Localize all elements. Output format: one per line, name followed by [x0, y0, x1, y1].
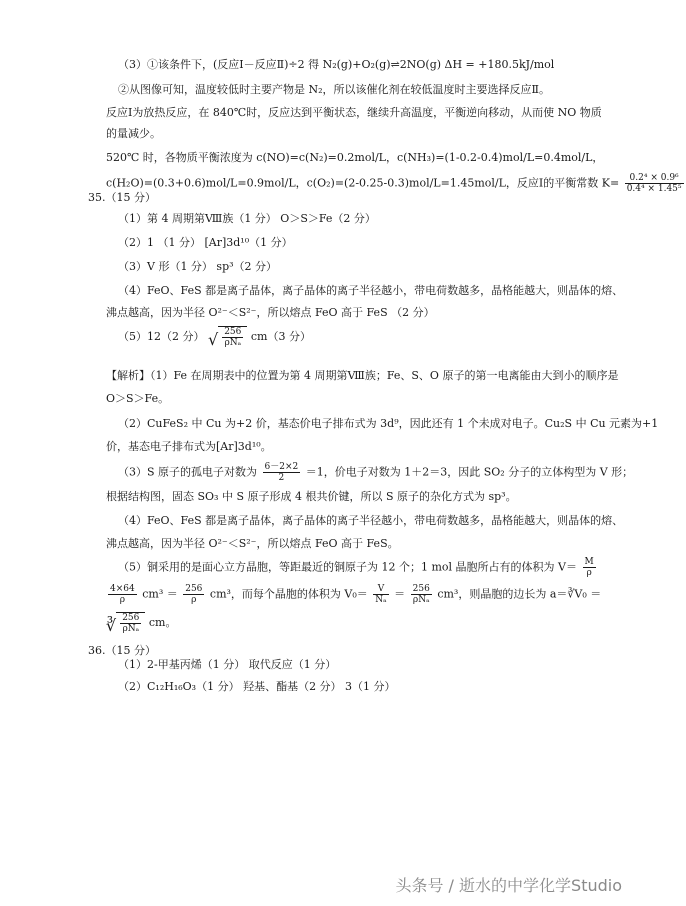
- fraction-numerator: 256: [122, 613, 140, 623]
- text-line: （1）第 4 周期第Ⅷ族（1 分） O＞S＞Fe（2 分）: [118, 212, 376, 225]
- text-segment: （3）S 原子的孤电子对数为: [118, 465, 258, 479]
- fraction: [108, 584, 137, 605]
- fraction: [583, 557, 596, 578]
- text-segment: cm（3 分）: [250, 330, 311, 343]
- fraction: [373, 584, 388, 605]
- fraction-denominator: ρ: [191, 595, 197, 605]
- fraction-denominator: ρNₐ: [122, 624, 140, 634]
- fraction-denominator: 2: [278, 473, 285, 483]
- text-line: [106, 173, 686, 194]
- fraction-denominator: ρNₐ: [412, 595, 430, 605]
- text-line: （2）C₁₂H₁₆O₃（1 分） 羟基、酯基（2 分） 3（1 分）: [118, 680, 396, 693]
- fraction-numerator: 0.2⁴ × 0.9⁶: [625, 173, 684, 184]
- text-line: [118, 462, 633, 483]
- cube-root: ∛ $\frac{256}{\text{ρNₐ}}$: [106, 612, 145, 634]
- fraction-denominator: ρNₐ: [224, 338, 242, 348]
- fraction-numerator: 6－2×2: [264, 462, 299, 472]
- question-heading: 36.（15 分）: [88, 644, 156, 657]
- fraction-denominator: ρ: [119, 595, 126, 605]
- text-line: （1）2-甲基丙烯（1 分） 取代反应（1 分）: [118, 658, 337, 671]
- fraction-numerator: V: [373, 584, 388, 595]
- fraction-numerator: 256: [412, 584, 430, 594]
- text-line: 520℃ 时，各物质平衡浓度为 c(NO)=c(N₂)=0.2mol/L，c(NH₃)=(1-0.2-0.4)mol/L=0.4mol/L，: [106, 151, 604, 164]
- fraction: [183, 584, 204, 605]
- fraction-numerator: 4×64: [110, 584, 135, 594]
- text-line: 沸点越高，因为半径 O²⁻＜S²⁻，所以熔点 FeO 高于 FeS。: [106, 537, 399, 550]
- text-line: [118, 326, 311, 348]
- watermark: 头条号 / 逝水的中学化学Studio: [395, 876, 622, 895]
- text-line: 沸点越高，因为半径 O²⁻＜S²⁻，所以熔点 FeO 高于 FeS （2 分）: [106, 306, 435, 319]
- text-line: （2）1 （1 分） [Ar]3d¹⁰（1 分）: [118, 236, 293, 249]
- text-line: （4）FeO、FeS 都是离子晶体，离子晶体的离子半径越小，带电荷数越多，晶格能越大，则晶体的熔、: [118, 514, 624, 527]
- text-segment: ＝1，价电子对数为 1＋2＝3，因此 SO₂ 分子的立体构型为 V 形；: [305, 465, 634, 479]
- fraction-denominator: Nₐ: [375, 595, 387, 605]
- text-line: （4）FeO、FeS 都是离子晶体，离子晶体的离子半径越小，带电荷数越多，晶格能越大，则晶体的熔、: [118, 284, 624, 297]
- text-segment: （5）12（2 分）: [118, 330, 205, 343]
- fraction-numerator: M: [584, 557, 594, 567]
- fraction: [263, 462, 301, 483]
- fraction: [222, 327, 243, 348]
- text-line: [106, 584, 601, 605]
- text-line: （2）CuFeS₂ 中 Cu 为+2 价，基态价电子排布式为 3d⁹，因此还有 1 个未成对电子。Cu₂S 中 Cu 元素为+1: [118, 417, 659, 430]
- fraction-denominator: ρ: [586, 568, 592, 578]
- fraction: [625, 173, 684, 194]
- text-line: 反应Ⅰ为放热反应，在 840℃时，反应达到平衡状态，继续升高温度，平衡逆向移动，从而使 NO 物质: [106, 106, 602, 119]
- text-line: 价，基态电子排布式为[Ar]3d¹⁰。: [106, 440, 272, 453]
- text-line: O＞S＞Fe。: [106, 392, 170, 405]
- fraction-denominator: 0.4⁴ × 1.45⁵: [626, 184, 682, 194]
- fraction: [120, 613, 141, 634]
- fraction-numerator: 256: [224, 327, 242, 337]
- text-segment: ＝: [394, 587, 406, 601]
- text-line: （3）V 形（1 分） sp³（2 分）: [118, 260, 278, 273]
- text-line: 根据结构图，固态 SO₃ 中 S 原子形成 4 根共价键，所以 S 原子的杂化方式为 sp³。: [106, 490, 517, 503]
- square-root: √ $\frac{256}{\text{ρNₐ}}$: [208, 326, 247, 348]
- text-line: 【解析】（1）Fe 在周期表中的位置为第 4 周期第Ⅷ族；Fe、S、O 原子的第一电离能由大到小的顺序是: [106, 369, 619, 382]
- text-segment: cm³ ＝: [142, 587, 178, 601]
- text-segment: cm³，则晶胞的边长为 a＝∛V₀ ＝: [437, 587, 602, 601]
- fraction-numerator: 256: [185, 584, 203, 594]
- text-line: （3）①该条件下，(反应Ⅰ－反应Ⅱ)÷2 得 N₂(g)+O₂(g)⇌2NO(g) ΔH = +180.5kJ/mol: [118, 58, 555, 71]
- text-segment: （5）铜采用的是面心立方晶胞，等距最近的铜原子为 12 个；1 mol 晶胞所占有的体积为 V＝: [118, 560, 577, 574]
- question-heading: 35.（15 分）: [88, 191, 156, 204]
- text-line: [118, 557, 598, 578]
- fraction: [411, 584, 432, 605]
- text-segment: cm³，而每个晶胞的体积为 V₀＝: [209, 587, 368, 601]
- text-segment: cm。: [148, 616, 177, 629]
- text-segment: c(H₂O)=(0.3+0.6)mol/L=0.9mol/L，c(O₂)=(2-0.25-0.3)mol/L=1.45mol/L，反应Ⅰ的平衡常数 K=: [106, 176, 620, 190]
- text-line: ②从图像可知，温度较低时主要产物是 N₂，所以该催化剂在较低温度时主要选择反应Ⅱ。: [118, 83, 551, 96]
- text-line: [106, 612, 176, 634]
- text-line: 的量减少。: [106, 127, 161, 140]
